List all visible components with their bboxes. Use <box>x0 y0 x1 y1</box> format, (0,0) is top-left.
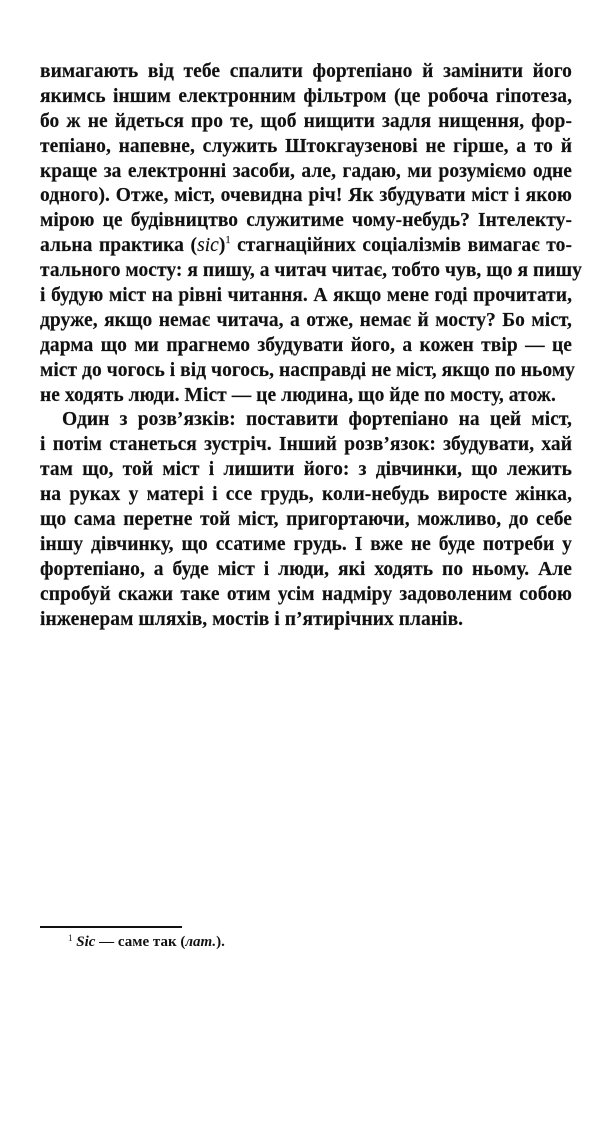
text-line: іншу дівчинку, що ссатиме грудь. І вже не буде потреби у <box>40 533 572 555</box>
footnote-reference: 1 <box>225 235 231 247</box>
text-line: тепіано, напевне, служить Штокгаузенові не гірше, а то й <box>40 135 572 157</box>
text-fragment: альна практика ( <box>40 235 198 257</box>
text-line: бо ж не йдеться про те, щоб нищити задля нищення, фор- <box>40 110 572 132</box>
text-line: спробуй скажи таке отим усім надміру задоволеним собою <box>40 583 572 605</box>
footnote-text: — саме так ( <box>95 934 186 950</box>
text-fragment: стагнаційних соціалізмів вимагає то- <box>230 235 572 257</box>
text-line: вимагають від тебе спалити фортепіано й замінити його <box>40 61 572 82</box>
paragraph-1 <box>40 60 582 408</box>
text-line-with-footnote-ref <box>40 234 572 259</box>
text-line: і будую міст на рівні читання. А якщо мене годі прочитати, <box>40 285 572 307</box>
text-line: одного). Отже, міст, очевидна річ! Як збудувати міст і якою <box>40 185 572 207</box>
footnote-abbr: лат. <box>185 934 217 950</box>
text-line: фортепіано, а буде міст і люди, які ходять по ньому. Але <box>40 558 572 580</box>
footnote <box>68 934 225 951</box>
text-line: Один з розв’язків: поставити фортепіано на цей міст, <box>62 409 572 431</box>
sic-italic: sic <box>197 235 219 257</box>
text-line: і потім станеться зустріч. Інший розв’язок: збудувати, хай <box>40 434 572 456</box>
footnote-mark: 1 <box>68 933 73 943</box>
text-line: друже, якщо немає читача, а отже, немає й мосту? Бо міст, <box>40 309 572 331</box>
paragraph-2 <box>40 408 572 632</box>
text-line: на руках у матері і ссе грудь, коли-небудь виросте жінка, <box>40 484 572 506</box>
text-line: якимсь іншим електронним фільтром (це робоча гіпотеза, <box>40 85 572 107</box>
text-fragment: ) <box>218 235 226 257</box>
text-line: дарма що ми прагнемо збудувати його, а кожен твір — це <box>40 334 572 356</box>
text-line: мірою це будівництво служитиме чому-небудь? Інтелекту- <box>40 210 572 232</box>
footnote-separator <box>40 926 182 928</box>
text-line: не ходять люди. Міст — це людина, що йде по мосту, атож. <box>40 384 556 406</box>
text-line: тального мосту: я пишу, а читач читає, тобто чув, що я пишу <box>40 260 582 282</box>
text-line: що сама перетне той міст, пригортаючи, можливо, до себе <box>40 509 572 531</box>
footnote-term: Sic <box>76 934 96 950</box>
text-line: міст до чогось і від чогось, насправді не міст, якщо по ньому <box>40 359 575 381</box>
body-text <box>40 60 582 632</box>
footnote-text: ). <box>216 934 225 950</box>
text-line: краще за електронні засоби, але, гадаю, ми розуміємо одне <box>40 160 572 182</box>
text-line: інженерам шляхів, мостів і п’ятирічних планів. <box>40 608 464 630</box>
text-line: там що, той міст і лишити його: з дівчинки, що лежить <box>40 459 572 481</box>
